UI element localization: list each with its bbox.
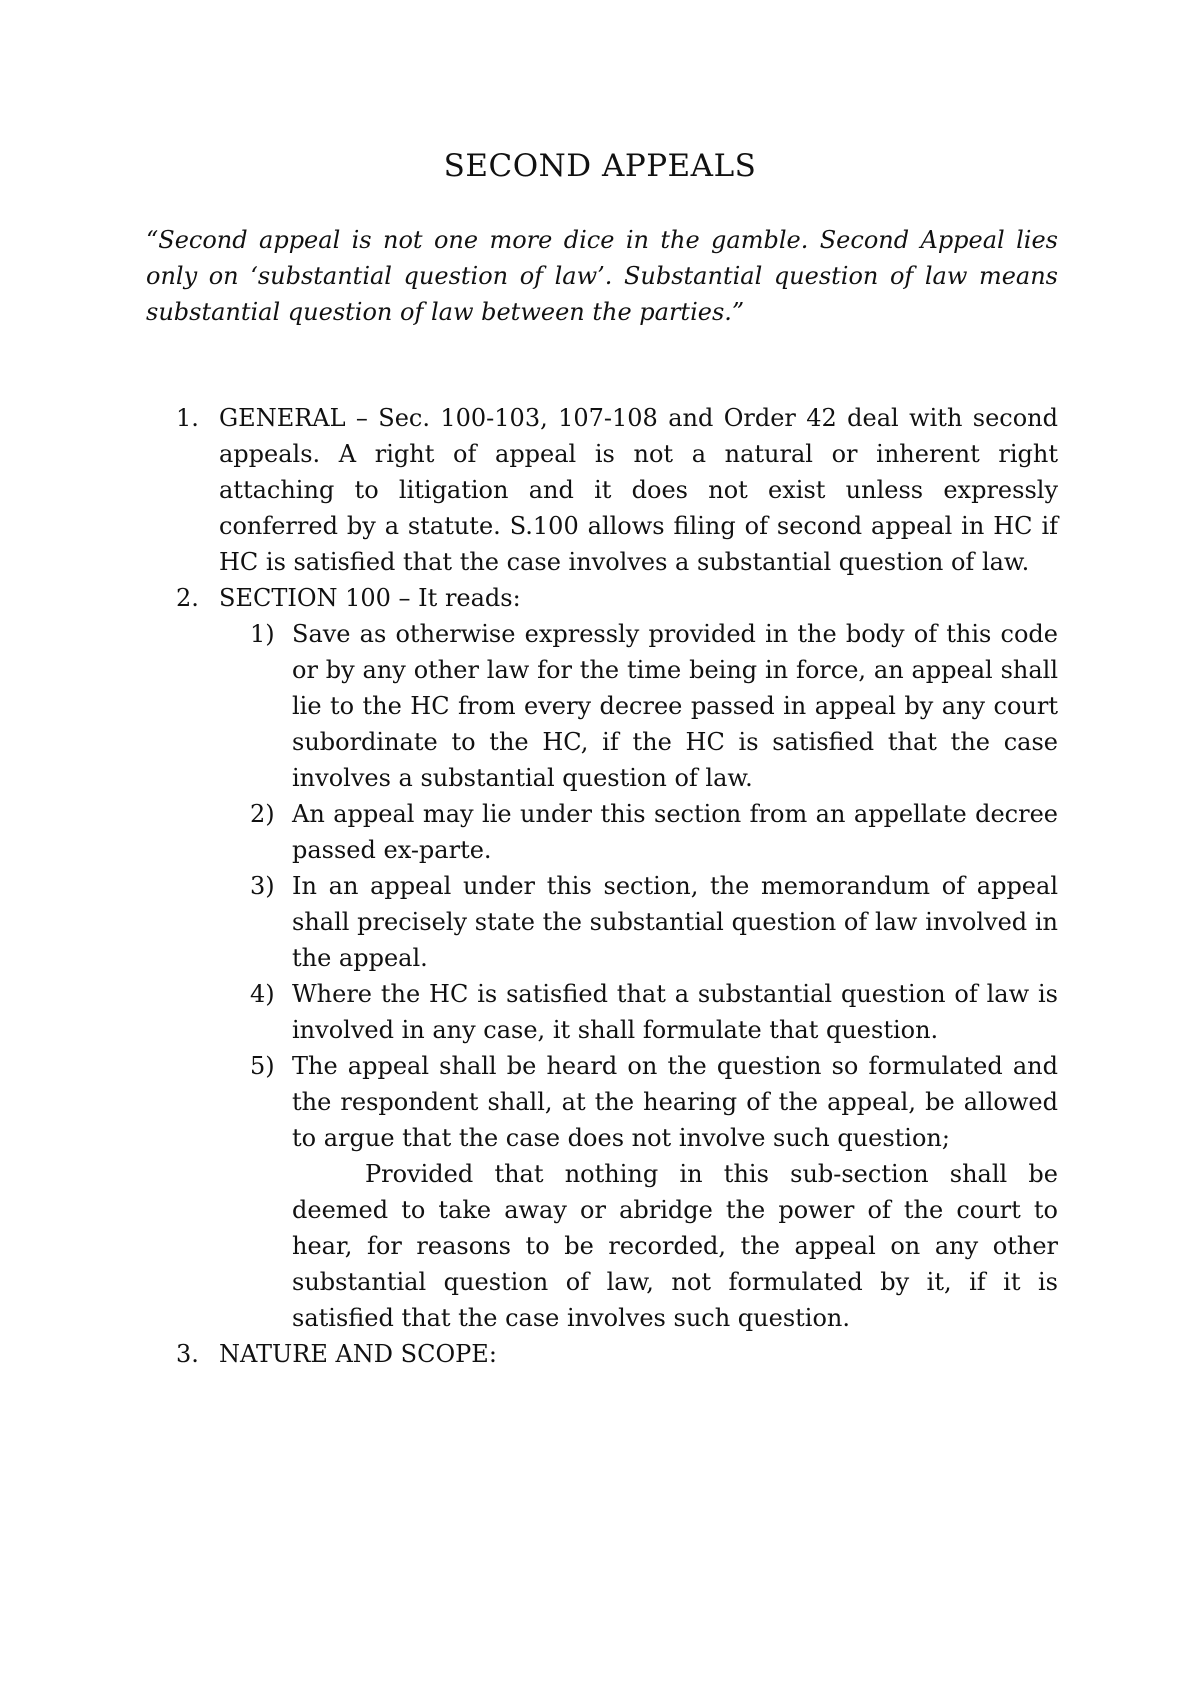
sub-item-text: In an appeal under this section, the memorandum of appeal shall precisely state the substantial question of law involved in the appeal. [292, 872, 1058, 972]
list-item-section-100 [146, 580, 1058, 616]
sub-item-number: 1) [250, 620, 275, 648]
sub-item-1 [146, 616, 1058, 796]
opening-quote: “Second appeal is not one more dice in the gamble. Second Appeal lies only on ‘substantial question of law’. Substantial question of law means substantial question of law between the parties.” [146, 226, 1058, 326]
list-item-text: GENERAL – Sec. 100-103, 107-108 and Order 42 deal with second appeals. A right of appeal is not a natural or inherent right attaching to litigation and it does not exist unless expressly conferred by a statute. S.100 allows filing of second appeal in HC if HC is satisfied that the case involves a substantial question of law. [219, 404, 1058, 576]
numbered-list [146, 400, 1058, 1372]
proviso-paragraph: Provided that nothing in this sub-section shall be deemed to take away or abridge the power of the court to hear, for reasons to be recorded, the appeal on any other substantial question of law, not formulated by it, if it is satisfied that the case involves such question. [292, 1160, 1058, 1332]
sub-item-5 [146, 1048, 1058, 1156]
sub-item-text: An appeal may lie under this section from an appellate decree passed ex-parte. [292, 800, 1058, 864]
list-item-text: SECTION 100 – It reads: [219, 584, 521, 612]
sub-item-2 [146, 796, 1058, 868]
sub-item-number: 4) [250, 980, 275, 1008]
sub-item-number: 2) [250, 800, 275, 828]
sub-item-3 [146, 868, 1058, 976]
list-item-text: NATURE AND SCOPE: [219, 1340, 497, 1368]
list-item-general [146, 400, 1058, 580]
sub-item-number: 5) [250, 1052, 275, 1080]
sub-item-text: Where the HC is satisfied that a substantial question of law is involved in any case, it shall formulate that question. [292, 980, 1058, 1044]
list-item-number: 2. [176, 584, 199, 612]
list-item-nature-and-scope [146, 1336, 1058, 1372]
sub-item-number: 3) [250, 872, 275, 900]
list-item-number: 3. [176, 1340, 199, 1368]
list-item-number: 1. [176, 404, 199, 432]
sub-item-text: Save as otherwise expressly provided in the body of this code or by any other law for the time being in force, an appeal shall lie to the HC from every decree passed in appeal by any court subordinate to the HC, if the HC is satisfied that the case involves a substantial question of law. [292, 620, 1058, 792]
sub-item-4 [146, 976, 1058, 1048]
page-title: SECOND APPEALS [443, 148, 757, 184]
sub-item-text: The appeal shall be heard on the question so formulated and the respondent shall, at the hearing of the appeal, be allowed to argue that the case does not involve such question; [292, 1052, 1058, 1152]
